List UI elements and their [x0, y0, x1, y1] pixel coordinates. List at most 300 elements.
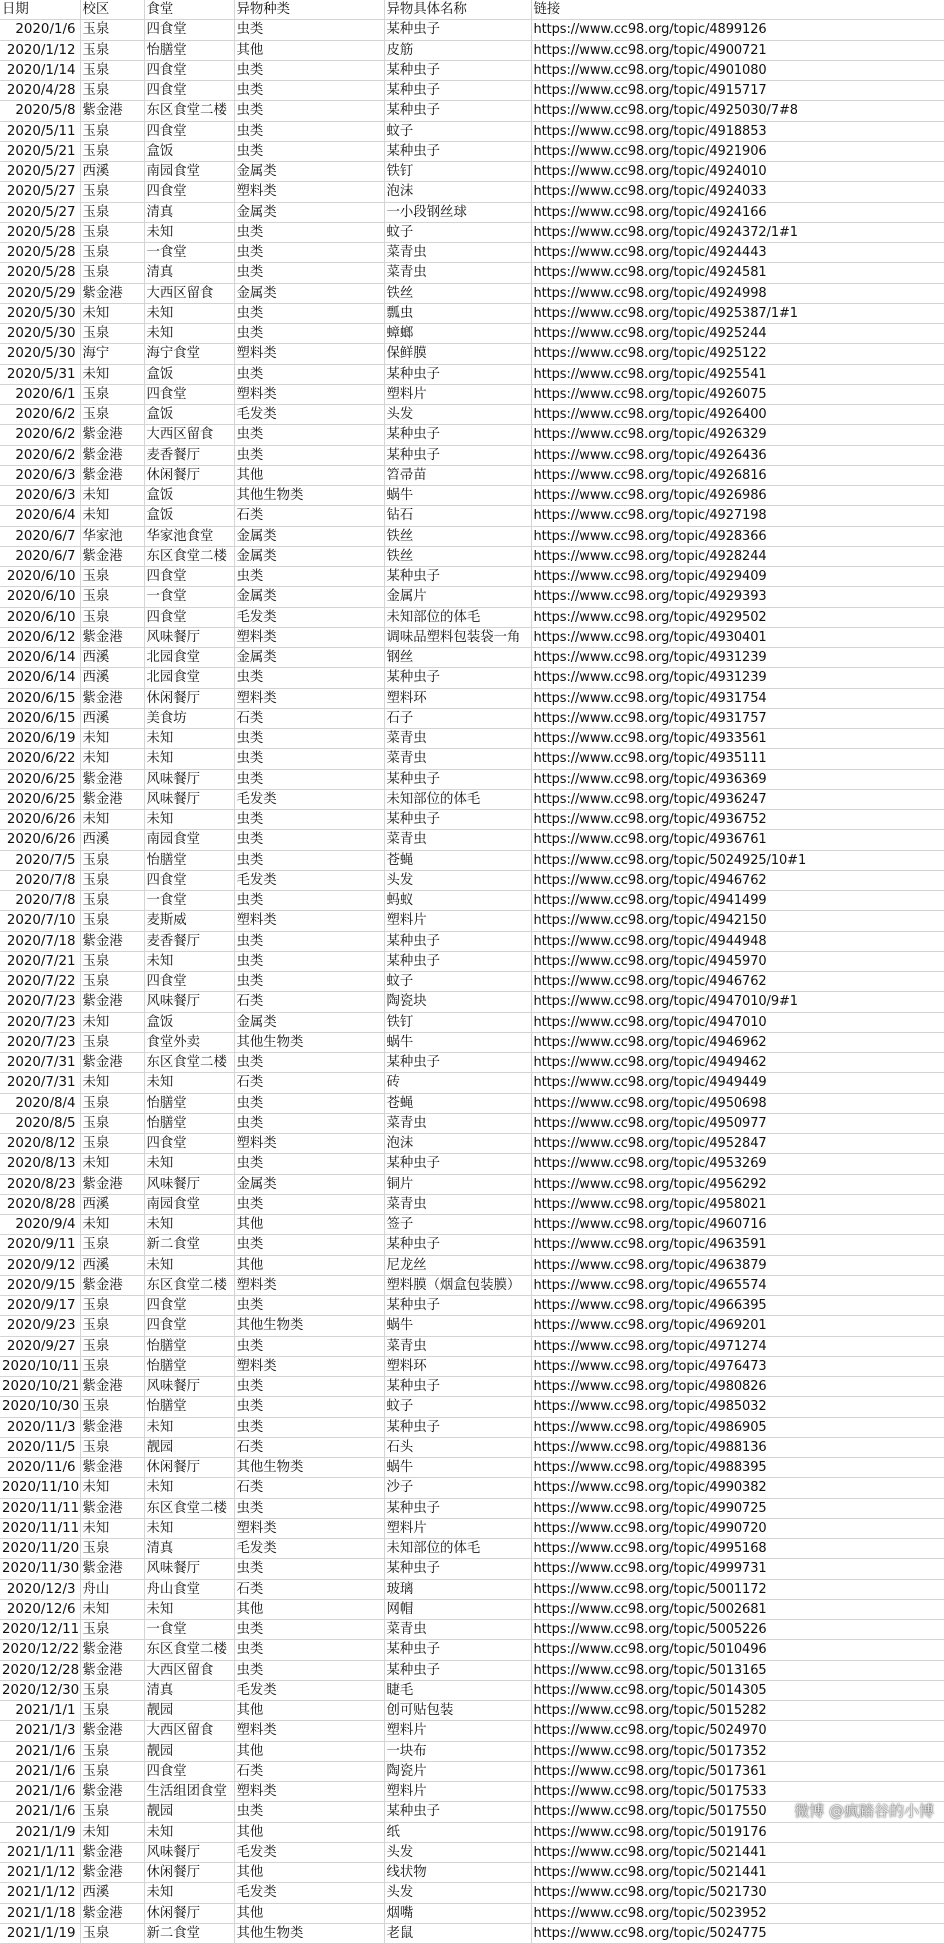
cell-canteen[interactable]: 东区食堂二楼 — [144, 101, 234, 121]
cell-object-type[interactable]: 塑料类 — [234, 1275, 384, 1295]
cell-object-type[interactable]: 虫类 — [234, 1417, 384, 1437]
cell-link[interactable]: https://www.cc98.org/topic/5013165 — [531, 1660, 944, 1680]
cell-canteen[interactable]: 未知 — [144, 1154, 234, 1174]
cell-object-name[interactable]: 蜗牛 — [384, 1316, 531, 1336]
cell-date[interactable]: 2020/11/11 — [0, 1498, 80, 1518]
cell-canteen[interactable]: 盒饭 — [144, 141, 234, 161]
cell-object-type[interactable]: 虫类 — [234, 101, 384, 121]
cell-object-name[interactable]: 蚊子 — [384, 121, 531, 141]
cell-date[interactable]: 2020/6/26 — [0, 830, 80, 850]
cell-object-name[interactable]: 菜青虫 — [384, 1113, 531, 1133]
cell-link[interactable]: https://www.cc98.org/topic/4931754 — [531, 688, 944, 708]
cell-object-type[interactable]: 金属类 — [234, 202, 384, 222]
cell-link[interactable]: https://www.cc98.org/topic/4925122 — [531, 344, 944, 364]
cell-object-name[interactable]: 某种虫子 — [384, 364, 531, 384]
cell-date[interactable]: 2020/7/31 — [0, 1073, 80, 1093]
cell-link[interactable]: https://www.cc98.org/topic/4899126 — [531, 20, 944, 40]
cell-campus[interactable]: 紫金港 — [80, 1417, 144, 1437]
cell-campus[interactable]: 紫金港 — [80, 1377, 144, 1397]
cell-link[interactable]: https://www.cc98.org/topic/5015282 — [531, 1701, 944, 1721]
cell-date[interactable]: 2020/5/27 — [0, 162, 80, 182]
cell-canteen[interactable]: 东区食堂二楼 — [144, 1275, 234, 1295]
cell-campus[interactable]: 未知 — [80, 1822, 144, 1842]
cell-canteen[interactable]: 怡膳堂 — [144, 850, 234, 870]
cell-date[interactable]: 2021/1/12 — [0, 1883, 80, 1903]
cell-date[interactable]: 2020/9/27 — [0, 1336, 80, 1356]
cell-object-type[interactable]: 虫类 — [234, 20, 384, 40]
cell-object-name[interactable]: 砖 — [384, 1073, 531, 1093]
cell-object-name[interactable]: 蜗牛 — [384, 1032, 531, 1052]
cell-object-type[interactable]: 其他 — [234, 1215, 384, 1235]
cell-date[interactable]: 2020/8/23 — [0, 1174, 80, 1194]
cell-campus[interactable]: 紫金港 — [80, 1782, 144, 1802]
cell-canteen[interactable]: 南园食堂 — [144, 830, 234, 850]
cell-canteen[interactable]: 休闲餐厅 — [144, 1458, 234, 1478]
cell-link[interactable]: https://www.cc98.org/topic/4990725 — [531, 1498, 944, 1518]
cell-date[interactable]: 2020/9/12 — [0, 1255, 80, 1275]
cell-campus[interactable]: 未知 — [80, 1599, 144, 1619]
cell-canteen[interactable]: 未知 — [144, 222, 234, 242]
cell-canteen[interactable]: 清真 — [144, 1680, 234, 1700]
cell-date[interactable]: 2020/6/15 — [0, 708, 80, 728]
cell-date[interactable]: 2020/5/30 — [0, 344, 80, 364]
cell-date[interactable]: 2020/6/10 — [0, 607, 80, 627]
cell-campus[interactable]: 未知 — [80, 1215, 144, 1235]
cell-object-type[interactable]: 其他 — [234, 40, 384, 60]
cell-object-type[interactable]: 金属类 — [234, 526, 384, 546]
cell-campus[interactable]: 玉泉 — [80, 1235, 144, 1255]
cell-object-name[interactable]: 未知部位的体毛 — [384, 607, 531, 627]
cell-object-name[interactable]: 某种虫子 — [384, 1498, 531, 1518]
cell-object-name[interactable]: 签子 — [384, 1215, 531, 1235]
cell-date[interactable]: 2020/9/15 — [0, 1275, 80, 1295]
cell-campus[interactable]: 华家池 — [80, 526, 144, 546]
cell-campus[interactable]: 紫金港 — [80, 1498, 144, 1518]
cell-canteen[interactable]: 清真 — [144, 202, 234, 222]
cell-object-type[interactable]: 石类 — [234, 1073, 384, 1093]
cell-object-type[interactable]: 虫类 — [234, 951, 384, 971]
cell-object-name[interactable]: 某种虫子 — [384, 567, 531, 587]
cell-date[interactable]: 2020/9/11 — [0, 1235, 80, 1255]
cell-canteen[interactable]: 华家池食堂 — [144, 526, 234, 546]
cell-object-type[interactable]: 虫类 — [234, 830, 384, 850]
cell-date[interactable]: 2020/11/5 — [0, 1437, 80, 1457]
cell-canteen[interactable]: 未知 — [144, 324, 234, 344]
cell-date[interactable]: 2020/10/11 — [0, 1356, 80, 1376]
cell-link[interactable]: https://www.cc98.org/topic/4945970 — [531, 951, 944, 971]
cell-object-type[interactable]: 虫类 — [234, 567, 384, 587]
cell-date[interactable]: 2020/6/3 — [0, 465, 80, 485]
cell-object-type[interactable]: 塑料类 — [234, 1356, 384, 1376]
cell-campus[interactable]: 西溪 — [80, 708, 144, 728]
cell-date[interactable]: 2020/7/31 — [0, 1053, 80, 1073]
cell-object-name[interactable]: 塑料片 — [384, 384, 531, 404]
cell-canteen[interactable]: 东区食堂二楼 — [144, 546, 234, 566]
cell-link[interactable]: https://www.cc98.org/topic/5021441 — [531, 1842, 944, 1862]
cell-object-name[interactable]: 苍蝇 — [384, 850, 531, 870]
cell-canteen[interactable]: 四食堂 — [144, 870, 234, 890]
cell-campus[interactable]: 未知 — [80, 486, 144, 506]
cell-campus[interactable]: 紫金港 — [80, 546, 144, 566]
cell-campus[interactable]: 紫金港 — [80, 1275, 144, 1295]
cell-object-name[interactable]: 铁钉 — [384, 1012, 531, 1032]
cell-object-type[interactable]: 虫类 — [234, 1620, 384, 1640]
cell-campus[interactable]: 西溪 — [80, 1255, 144, 1275]
cell-link[interactable]: https://www.cc98.org/topic/4935111 — [531, 749, 944, 769]
cell-canteen[interactable]: 大西区留食 — [144, 1721, 234, 1741]
cell-object-type[interactable]: 石类 — [234, 506, 384, 526]
cell-campus[interactable]: 未知 — [80, 1478, 144, 1498]
cell-date[interactable]: 2020/6/7 — [0, 546, 80, 566]
cell-object-type[interactable]: 虫类 — [234, 364, 384, 384]
cell-link[interactable]: https://www.cc98.org/topic/4990382 — [531, 1478, 944, 1498]
cell-date[interactable]: 2021/1/6 — [0, 1802, 80, 1822]
cell-date[interactable]: 2020/8/5 — [0, 1113, 80, 1133]
cell-date[interactable]: 2020/7/21 — [0, 951, 80, 971]
cell-canteen[interactable]: 风味餐厅 — [144, 1174, 234, 1194]
cell-campus[interactable]: 紫金港 — [80, 1842, 144, 1862]
cell-link[interactable]: https://www.cc98.org/topic/4924998 — [531, 283, 944, 303]
cell-campus[interactable]: 紫金港 — [80, 992, 144, 1012]
cell-object-name[interactable]: 某种虫子 — [384, 81, 531, 101]
header-date[interactable]: 日期 — [0, 0, 80, 20]
cell-date[interactable]: 2020/6/3 — [0, 486, 80, 506]
cell-link[interactable]: https://www.cc98.org/topic/4924581 — [531, 263, 944, 283]
cell-date[interactable]: 2020/6/14 — [0, 668, 80, 688]
cell-date[interactable]: 2021/1/12 — [0, 1863, 80, 1883]
cell-canteen[interactable]: 南园食堂 — [144, 1194, 234, 1214]
cell-object-type[interactable]: 石类 — [234, 1761, 384, 1781]
cell-canteen[interactable]: 未知 — [144, 951, 234, 971]
cell-link[interactable]: https://www.cc98.org/topic/4925244 — [531, 324, 944, 344]
cell-link[interactable]: https://www.cc98.org/topic/4947010/9#1 — [531, 992, 944, 1012]
cell-campus[interactable]: 玉泉 — [80, 567, 144, 587]
cell-canteen[interactable]: 清真 — [144, 263, 234, 283]
cell-campus[interactable]: 舟山 — [80, 1579, 144, 1599]
cell-link[interactable]: https://www.cc98.org/topic/4988395 — [531, 1458, 944, 1478]
cell-canteen[interactable]: 舟山食堂 — [144, 1579, 234, 1599]
cell-object-name[interactable]: 泡沫 — [384, 1134, 531, 1154]
cell-object-type[interactable]: 毛发类 — [234, 1842, 384, 1862]
cell-date[interactable]: 2020/12/11 — [0, 1620, 80, 1640]
cell-canteen[interactable]: 风味餐厅 — [144, 992, 234, 1012]
cell-campus[interactable]: 玉泉 — [80, 1680, 144, 1700]
cell-object-type[interactable]: 塑料类 — [234, 627, 384, 647]
cell-campus[interactable]: 玉泉 — [80, 870, 144, 890]
cell-object-name[interactable]: 皮筋 — [384, 40, 531, 60]
cell-date[interactable]: 2020/5/8 — [0, 101, 80, 121]
cell-object-name[interactable]: 某种虫子 — [384, 1154, 531, 1174]
cell-date[interactable]: 2020/1/14 — [0, 60, 80, 80]
cell-link[interactable]: https://www.cc98.org/topic/4952847 — [531, 1134, 944, 1154]
cell-date[interactable]: 2020/7/23 — [0, 1012, 80, 1032]
cell-canteen[interactable]: 四食堂 — [144, 1316, 234, 1336]
cell-link[interactable]: https://www.cc98.org/topic/5014305 — [531, 1680, 944, 1700]
cell-date[interactable]: 2020/9/4 — [0, 1215, 80, 1235]
cell-campus[interactable]: 紫金港 — [80, 1903, 144, 1923]
cell-campus[interactable]: 玉泉 — [80, 607, 144, 627]
cell-campus[interactable]: 未知 — [80, 749, 144, 769]
cell-link[interactable]: https://www.cc98.org/topic/4918853 — [531, 121, 944, 141]
cell-object-name[interactable]: 某种虫子 — [384, 101, 531, 121]
cell-link[interactable]: https://www.cc98.org/topic/4930401 — [531, 627, 944, 647]
cell-object-name[interactable]: 头发 — [384, 1842, 531, 1862]
cell-object-name[interactable]: 某种虫子 — [384, 141, 531, 161]
cell-object-type[interactable]: 其他生物类 — [234, 1923, 384, 1943]
cell-object-name[interactable]: 钻石 — [384, 506, 531, 526]
cell-date[interactable]: 2020/6/10 — [0, 587, 80, 607]
cell-campus[interactable]: 玉泉 — [80, 1397, 144, 1417]
cell-link[interactable]: https://www.cc98.org/topic/5024970 — [531, 1721, 944, 1741]
cell-object-type[interactable]: 虫类 — [234, 1194, 384, 1214]
cell-canteen[interactable]: 四食堂 — [144, 60, 234, 80]
cell-object-type[interactable]: 虫类 — [234, 1053, 384, 1073]
cell-date[interactable]: 2021/1/9 — [0, 1822, 80, 1842]
cell-canteen[interactable]: 怡膳堂 — [144, 1356, 234, 1376]
cell-link[interactable]: https://www.cc98.org/topic/4925030/7#8 — [531, 101, 944, 121]
cell-campus[interactable]: 紫金港 — [80, 101, 144, 121]
cell-campus[interactable]: 紫金港 — [80, 1640, 144, 1660]
cell-link[interactable]: https://www.cc98.org/topic/4928244 — [531, 546, 944, 566]
cell-object-name[interactable]: 菜青虫 — [384, 263, 531, 283]
cell-canteen[interactable]: 盒饭 — [144, 405, 234, 425]
cell-canteen[interactable]: 清真 — [144, 1539, 234, 1559]
cell-link[interactable]: https://www.cc98.org/topic/5002681 — [531, 1599, 944, 1619]
cell-date[interactable]: 2020/12/6 — [0, 1599, 80, 1619]
cell-campus[interactable]: 玉泉 — [80, 1032, 144, 1052]
cell-link[interactable]: https://www.cc98.org/topic/4971274 — [531, 1336, 944, 1356]
cell-campus[interactable]: 玉泉 — [80, 1761, 144, 1781]
cell-object-type[interactable]: 虫类 — [234, 810, 384, 830]
cell-canteen[interactable]: 靓园 — [144, 1701, 234, 1721]
cell-object-name[interactable]: 某种虫子 — [384, 1417, 531, 1437]
cell-canteen[interactable]: 未知 — [144, 1073, 234, 1093]
cell-canteen[interactable]: 未知 — [144, 1478, 234, 1498]
cell-object-name[interactable]: 某种虫子 — [384, 1559, 531, 1579]
cell-link[interactable]: https://www.cc98.org/topic/4946762 — [531, 972, 944, 992]
cell-canteen[interactable]: 靓园 — [144, 1802, 234, 1822]
cell-link[interactable]: https://www.cc98.org/topic/4915717 — [531, 81, 944, 101]
cell-object-name[interactable]: 蜗牛 — [384, 1458, 531, 1478]
cell-campus[interactable]: 紫金港 — [80, 627, 144, 647]
cell-object-type[interactable]: 石类 — [234, 1437, 384, 1457]
cell-canteen[interactable]: 东区食堂二楼 — [144, 1053, 234, 1073]
cell-date[interactable]: 2020/5/21 — [0, 141, 80, 161]
cell-campus[interactable]: 紫金港 — [80, 283, 144, 303]
cell-object-type[interactable]: 金属类 — [234, 162, 384, 182]
cell-link[interactable]: https://www.cc98.org/topic/4931239 — [531, 668, 944, 688]
cell-canteen[interactable]: 北园食堂 — [144, 648, 234, 668]
cell-canteen[interactable]: 怡膳堂 — [144, 1397, 234, 1417]
cell-canteen[interactable]: 风味餐厅 — [144, 769, 234, 789]
cell-object-name[interactable]: 某种虫子 — [384, 1053, 531, 1073]
cell-date[interactable]: 2021/1/11 — [0, 1842, 80, 1862]
cell-link[interactable]: https://www.cc98.org/topic/4924010 — [531, 162, 944, 182]
cell-link[interactable]: https://www.cc98.org/topic/4999731 — [531, 1559, 944, 1579]
cell-date[interactable]: 2020/6/4 — [0, 506, 80, 526]
cell-date[interactable]: 2020/12/22 — [0, 1640, 80, 1660]
cell-campus[interactable]: 紫金港 — [80, 1458, 144, 1478]
cell-object-name[interactable]: 未知部位的体毛 — [384, 789, 531, 809]
cell-link[interactable]: https://www.cc98.org/topic/4946962 — [531, 1032, 944, 1052]
cell-campus[interactable]: 西溪 — [80, 1883, 144, 1903]
cell-object-name[interactable]: 某种虫子 — [384, 769, 531, 789]
cell-object-name[interactable]: 塑料片 — [384, 1721, 531, 1741]
cell-campus[interactable]: 紫金港 — [80, 1053, 144, 1073]
cell-canteen[interactable]: 一食堂 — [144, 891, 234, 911]
cell-object-name[interactable]: 调味品塑料包装袋一角 — [384, 627, 531, 647]
cell-link[interactable]: https://www.cc98.org/topic/4933561 — [531, 729, 944, 749]
cell-object-name[interactable]: 某种虫子 — [384, 1296, 531, 1316]
cell-link[interactable]: https://www.cc98.org/topic/4953269 — [531, 1154, 944, 1174]
cell-link[interactable]: https://www.cc98.org/topic/4924033 — [531, 182, 944, 202]
cell-object-type[interactable]: 虫类 — [234, 769, 384, 789]
cell-link[interactable]: https://www.cc98.org/topic/5001172 — [531, 1579, 944, 1599]
cell-canteen[interactable]: 麦香餐厅 — [144, 931, 234, 951]
cell-date[interactable]: 2020/11/6 — [0, 1458, 80, 1478]
cell-object-name[interactable]: 一小段钢丝球 — [384, 202, 531, 222]
cell-link[interactable]: https://www.cc98.org/topic/5021730 — [531, 1883, 944, 1903]
cell-campus[interactable]: 玉泉 — [80, 405, 144, 425]
cell-link[interactable]: https://www.cc98.org/topic/4946762 — [531, 870, 944, 890]
cell-campus[interactable]: 玉泉 — [80, 243, 144, 263]
cell-object-type[interactable]: 虫类 — [234, 425, 384, 445]
cell-object-name[interactable]: 头发 — [384, 1883, 531, 1903]
cell-object-type[interactable]: 虫类 — [234, 891, 384, 911]
cell-canteen[interactable]: 生活组团食堂 — [144, 1782, 234, 1802]
cell-object-type[interactable]: 虫类 — [234, 1113, 384, 1133]
cell-canteen[interactable]: 四食堂 — [144, 607, 234, 627]
cell-link[interactable]: https://www.cc98.org/topic/4963879 — [531, 1255, 944, 1275]
cell-object-name[interactable]: 菜青虫 — [384, 1194, 531, 1214]
cell-object-type[interactable]: 虫类 — [234, 324, 384, 344]
cell-date[interactable]: 2020/7/23 — [0, 992, 80, 1012]
cell-object-name[interactable]: 某种虫子 — [384, 1377, 531, 1397]
cell-canteen[interactable]: 一食堂 — [144, 587, 234, 607]
cell-canteen[interactable]: 麦斯威 — [144, 911, 234, 931]
cell-object-type[interactable]: 其他 — [234, 465, 384, 485]
cell-campus[interactable]: 西溪 — [80, 830, 144, 850]
cell-date[interactable]: 2020/11/11 — [0, 1518, 80, 1538]
cell-date[interactable]: 2020/5/27 — [0, 182, 80, 202]
cell-object-type[interactable]: 虫类 — [234, 141, 384, 161]
cell-campus[interactable]: 玉泉 — [80, 1741, 144, 1761]
cell-date[interactable]: 2020/5/28 — [0, 263, 80, 283]
cell-date[interactable]: 2020/5/31 — [0, 364, 80, 384]
cell-object-name[interactable]: 蟑螂 — [384, 324, 531, 344]
cell-date[interactable]: 2020/5/30 — [0, 324, 80, 344]
cell-canteen[interactable]: 四食堂 — [144, 182, 234, 202]
cell-object-type[interactable]: 虫类 — [234, 445, 384, 465]
cell-link[interactable]: https://www.cc98.org/topic/4928366 — [531, 526, 944, 546]
cell-object-type[interactable]: 金属类 — [234, 587, 384, 607]
cell-date[interactable]: 2020/6/25 — [0, 769, 80, 789]
header-object-name[interactable]: 异物具体名称 — [384, 0, 531, 20]
cell-canteen[interactable]: 东区食堂二楼 — [144, 1640, 234, 1660]
cell-object-type[interactable]: 其他生物类 — [234, 486, 384, 506]
cell-date[interactable]: 2020/6/25 — [0, 789, 80, 809]
cell-object-type[interactable]: 虫类 — [234, 729, 384, 749]
cell-object-type[interactable]: 虫类 — [234, 1093, 384, 1113]
cell-object-type[interactable]: 其他生物类 — [234, 1032, 384, 1052]
cell-object-type[interactable]: 其他生物类 — [234, 1458, 384, 1478]
cell-object-type[interactable]: 塑料类 — [234, 344, 384, 364]
cell-object-name[interactable]: 老鼠 — [384, 1923, 531, 1943]
cell-object-type[interactable]: 毛发类 — [234, 1883, 384, 1903]
cell-canteen[interactable]: 四食堂 — [144, 1296, 234, 1316]
cell-date[interactable]: 2020/12/3 — [0, 1579, 80, 1599]
cell-canteen[interactable]: 休闲餐厅 — [144, 465, 234, 485]
cell-object-name[interactable]: 菜青虫 — [384, 830, 531, 850]
cell-object-name[interactable]: 铁钉 — [384, 162, 531, 182]
cell-object-name[interactable]: 塑料片 — [384, 1518, 531, 1538]
cell-object-name[interactable]: 塑料片 — [384, 911, 531, 931]
cell-link[interactable]: https://www.cc98.org/topic/4926436 — [531, 445, 944, 465]
cell-date[interactable]: 2020/10/30 — [0, 1397, 80, 1417]
cell-object-name[interactable]: 某种虫子 — [384, 1802, 531, 1822]
cell-link[interactable]: https://www.cc98.org/topic/4966395 — [531, 1296, 944, 1316]
cell-canteen[interactable]: 食堂外卖 — [144, 1032, 234, 1052]
cell-link[interactable]: https://www.cc98.org/topic/4926400 — [531, 405, 944, 425]
cell-canteen[interactable]: 未知 — [144, 749, 234, 769]
cell-campus[interactable]: 玉泉 — [80, 141, 144, 161]
cell-link[interactable]: https://www.cc98.org/topic/4929502 — [531, 607, 944, 627]
cell-object-name[interactable]: 瓢虫 — [384, 303, 531, 323]
cell-date[interactable]: 2020/8/12 — [0, 1134, 80, 1154]
cell-date[interactable]: 2021/1/6 — [0, 1761, 80, 1781]
cell-object-name[interactable]: 一块布 — [384, 1741, 531, 1761]
cell-campus[interactable]: 未知 — [80, 810, 144, 830]
cell-date[interactable]: 2020/9/17 — [0, 1296, 80, 1316]
cell-link[interactable]: https://www.cc98.org/topic/4990720 — [531, 1518, 944, 1538]
cell-campus[interactable]: 未知 — [80, 506, 144, 526]
cell-object-name[interactable]: 菜青虫 — [384, 243, 531, 263]
cell-date[interactable]: 2020/6/2 — [0, 425, 80, 445]
cell-canteen[interactable]: 大西区留食 — [144, 425, 234, 445]
cell-link[interactable]: https://www.cc98.org/topic/4941499 — [531, 891, 944, 911]
cell-link[interactable]: https://www.cc98.org/topic/4950698 — [531, 1093, 944, 1113]
cell-object-name[interactable]: 尼龙丝 — [384, 1255, 531, 1275]
cell-object-type[interactable]: 金属类 — [234, 1174, 384, 1194]
cell-object-type[interactable]: 其他 — [234, 1701, 384, 1721]
header-canteen[interactable]: 食堂 — [144, 0, 234, 20]
cell-date[interactable]: 2020/6/26 — [0, 810, 80, 830]
cell-object-name[interactable]: 某种虫子 — [384, 810, 531, 830]
cell-canteen[interactable]: 四食堂 — [144, 567, 234, 587]
cell-object-type[interactable]: 其他 — [234, 1741, 384, 1761]
cell-canteen[interactable]: 靓园 — [144, 1437, 234, 1457]
cell-canteen[interactable]: 休闲餐厅 — [144, 1863, 234, 1883]
cell-link[interactable]: https://www.cc98.org/topic/4949462 — [531, 1053, 944, 1073]
cell-object-type[interactable]: 金属类 — [234, 546, 384, 566]
cell-object-name[interactable]: 某种虫子 — [384, 668, 531, 688]
cell-campus[interactable]: 海宁 — [80, 344, 144, 364]
cell-object-type[interactable]: 毛发类 — [234, 1680, 384, 1700]
cell-object-name[interactable]: 某种虫子 — [384, 60, 531, 80]
cell-object-name[interactable]: 铜片 — [384, 1174, 531, 1194]
cell-campus[interactable]: 玉泉 — [80, 1134, 144, 1154]
cell-canteen[interactable]: 一食堂 — [144, 243, 234, 263]
cell-campus[interactable]: 紫金港 — [80, 445, 144, 465]
cell-campus[interactable]: 紫金港 — [80, 465, 144, 485]
cell-link[interactable]: https://www.cc98.org/topic/4926075 — [531, 384, 944, 404]
cell-object-name[interactable]: 泡沫 — [384, 182, 531, 202]
cell-campus[interactable]: 紫金港 — [80, 1863, 144, 1883]
cell-link[interactable]: https://www.cc98.org/topic/4926816 — [531, 465, 944, 485]
cell-link[interactable]: https://www.cc98.org/topic/5017550 — [531, 1802, 944, 1822]
cell-campus[interactable]: 玉泉 — [80, 60, 144, 80]
cell-object-type[interactable]: 虫类 — [234, 81, 384, 101]
